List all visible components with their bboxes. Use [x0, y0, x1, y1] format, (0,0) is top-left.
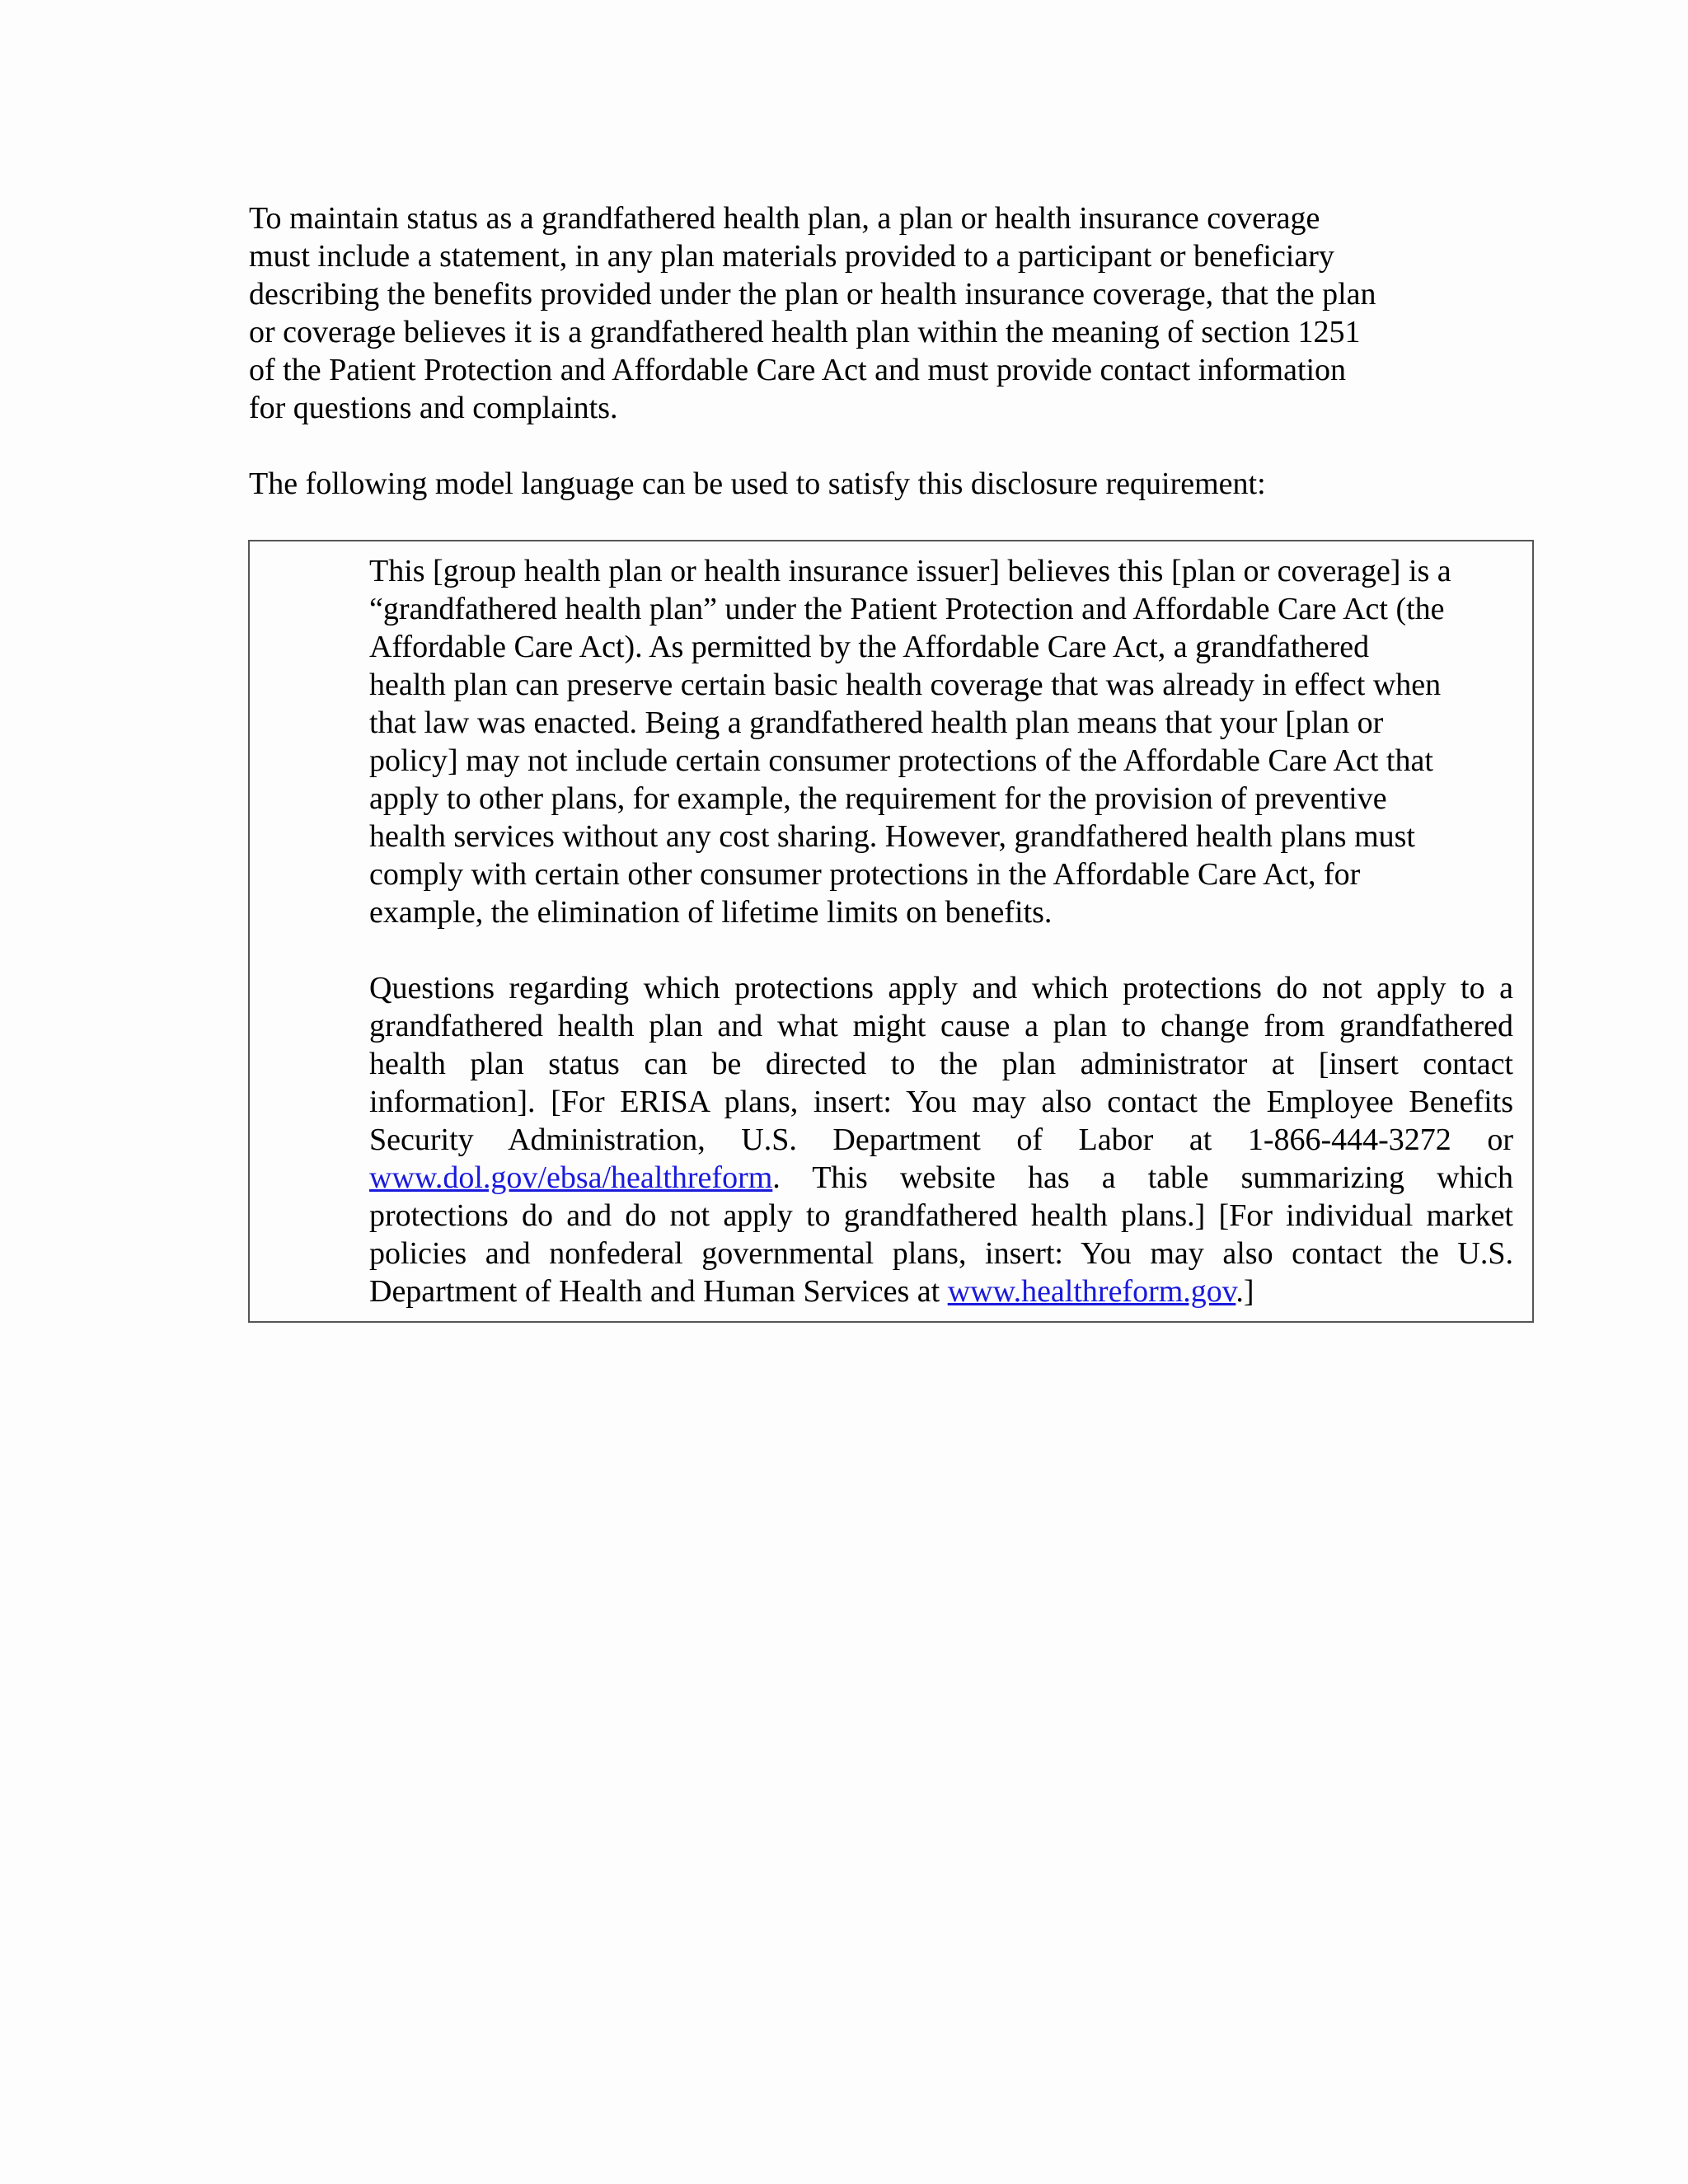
model-line: health plan can preserve certain basic health coverage that was already in effect when — [369, 668, 1442, 702]
model-line: health plan status can be directed to the plan administrator at [insert contact — [369, 1047, 1513, 1081]
lead-in-sentence: The following model language can be used to satisfy this disclosure requirement: — [249, 466, 1266, 501]
model-line: example, the elimination of lifetime limits on benefits. — [369, 895, 1053, 930]
dol-healthreform-link[interactable]: www.dol.gov/ebsa/healthreform — [369, 1160, 773, 1195]
intro-line: of the Patient Protection and Affordable Care Act and must provide contact information — [249, 353, 1347, 387]
model-line: policy] may not include certain consumer protections of the Affordable Care Act that — [369, 743, 1433, 778]
intro-paragraph — [249, 199, 1461, 427]
model-line: that law was enacted. Being a grandfathered health plan means that your [plan or — [369, 705, 1384, 740]
model-line: grandfathered health plan and what might cause a plan to change from grandfathered — [369, 1009, 1513, 1043]
model-line: comply with certain other consumer protections in the Affordable Care Act, for — [369, 857, 1361, 892]
model-line: Questions regarding which protections apply and which protections do not apply to a — [369, 971, 1513, 1005]
model-language-box — [248, 540, 1534, 1323]
model-line: protections do and do not apply to grandfathered health plans.] [For individual market — [369, 1198, 1513, 1233]
intro-line: must include a statement, in any plan materials provided to a participant or beneficiary — [249, 239, 1334, 274]
healthreform-gov-link[interactable]: www.healthreform.gov — [947, 1274, 1236, 1309]
intro-line: or coverage believes it is a grandfathered health plan within the meaning of section 1251 — [249, 315, 1361, 349]
model-line: information]. [For ERISA plans, insert: You may also contact the Employee Benefits — [369, 1085, 1513, 1119]
model-line: policies and nonfederal governmental plans, insert: You may also contact the U.S. — [369, 1236, 1513, 1271]
model-line-dol-link — [369, 1159, 1513, 1197]
intro-line: To maintain status as a grandfathered health plan, a plan or health insurance coverage — [249, 201, 1320, 236]
model-language-text — [369, 552, 1513, 1310]
hhs-link-leading-text: Department of Health and Human Services at — [369, 1274, 948, 1309]
model-line: apply to other plans, for example, the requirement for the provision of preventive — [369, 781, 1387, 816]
intro-line: describing the benefits provided under the plan or health insurance coverage, that the plan — [249, 277, 1376, 312]
model-paragraph-grandfathered-status — [369, 552, 1513, 931]
model-line: Affordable Care Act). As permitted by the Affordable Care Act, a grandfathered — [369, 630, 1370, 664]
intro-line: for questions and complaints. — [249, 391, 618, 425]
model-paragraph-contact-info — [369, 969, 1513, 1310]
model-line: health services without any cost sharing. However, grandfathered health plans must — [369, 819, 1415, 854]
intro-section — [249, 199, 1461, 503]
model-line: Security Administration, U.S. Department of Labor at 1-866-444-3272 or — [369, 1122, 1513, 1157]
hhs-link-trailing-text: .] — [1236, 1274, 1254, 1309]
model-line: “grandfathered health plan” under the Patient Protection and Affordable Care Act (the — [369, 592, 1445, 626]
model-line: This [group health plan or health insurance issuer] believes this [plan or coverage] is a — [369, 554, 1451, 588]
dol-link-trailing-text: . This website has a table summarizing which — [772, 1160, 1513, 1195]
model-line-hhs-link — [369, 1272, 1513, 1310]
